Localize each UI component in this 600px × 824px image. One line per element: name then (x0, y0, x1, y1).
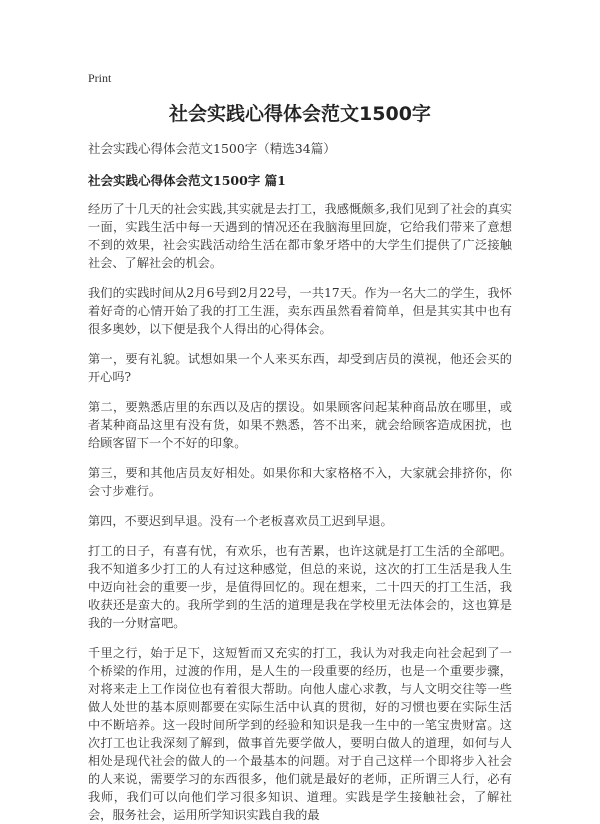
paragraph: 第二，要熟悉店里的东西以及店的摆设。如果顾客问起某种商品放在哪里，或者某种商品这里有没有货，如果不熟悉，答不出来，就会给顾客造成困扰，也给顾客留下一个不好的印象。 (88, 400, 512, 450)
paragraph: 我们的实践时间从2月6号到2月22号，一共17天。作为一名大二的学生，我怀着好奇的心情开始了我的打工生涯，卖东西虽然看着简单，但是其实其中也有很多奥妙，以下便是我个人得出的心得体会。 (88, 286, 512, 336)
page-title: 社会实践心得体会范文1500字 (169, 103, 431, 125)
paragraph: 经历了十几天的社会实践,其实就是去打工，我感慨颇多,我们见到了社会的真实一面，实践生活中每一天遇到的情况还在我脑海里回旋，它给我们带来了意想不到的效果，社会实践活动给生活在都市象牙塔中的大学生们提供了广泛接触社会、了解社会的机会。 (88, 202, 512, 270)
paragraph: 打工的日子，有喜有忧，有欢乐，也有苦累，也许这就是打工生活的全部吧。我不知道多少打工的人有过这种感觉，但总的来说，这次的打工生活是我人生中迈向社会的重要一步，是值得回忆的。现在想来，二十四天的打工生活，我收获还是蛮大的。我所学到的生活的道理是我在学校里无法体会的，这也算是我的一分财富吧。 (88, 544, 512, 630)
paragraph: 千里之行，始于足下，这短暂而又充实的打工，我认为对我走向社会起到了一个桥梁的作用，过渡的作用，是人生的一段重要的经历，也是一个重要步骤，对将来走上工作岗位也有着很大帮助。向他人虚心求教，与人文明交往等一些做人处世的基本原则都要在实际生活中认真的贯彻，好的习惯也要在实际生活中不断培养。这一段时间所学到的经验和知识是我一生中的一笔宝贵财富。这次打工也让我深刻了解到，做事首先要学做人，要明白做人的道理，如何与人相处是现代社会的做人的一个最基本的问题。对于自己这样一个即将步入社会的人来说，需要学习的东西很多，他们就是最好的老师，正所谓三人行，必有我师，我们可以向他们学习很多知识、道理。实践是学生接触社会，了解社会，服务社会，运用所学知识实践自我的最 (88, 646, 512, 822)
print-link[interactable]: Print (88, 71, 112, 85)
paragraph: 第一，要有礼貌。试想如果一个人来买东西，却受到店员的漠视，他还会买的开心吗? (88, 352, 512, 384)
paragraph: 第四，不要迟到早退。没有一个老板喜欢员工迟到早退。 (88, 514, 393, 528)
paragraph: 第三，要和其他店员友好相处。如果你和大家格格不入，大家就会排挤你，你会寸步难行。 (88, 466, 512, 498)
page-subtitle: 社会实践心得体会范文1500字（精选34篇） (88, 141, 336, 156)
section-heading: 社会实践心得体会范文1500字 篇1 (88, 173, 286, 188)
